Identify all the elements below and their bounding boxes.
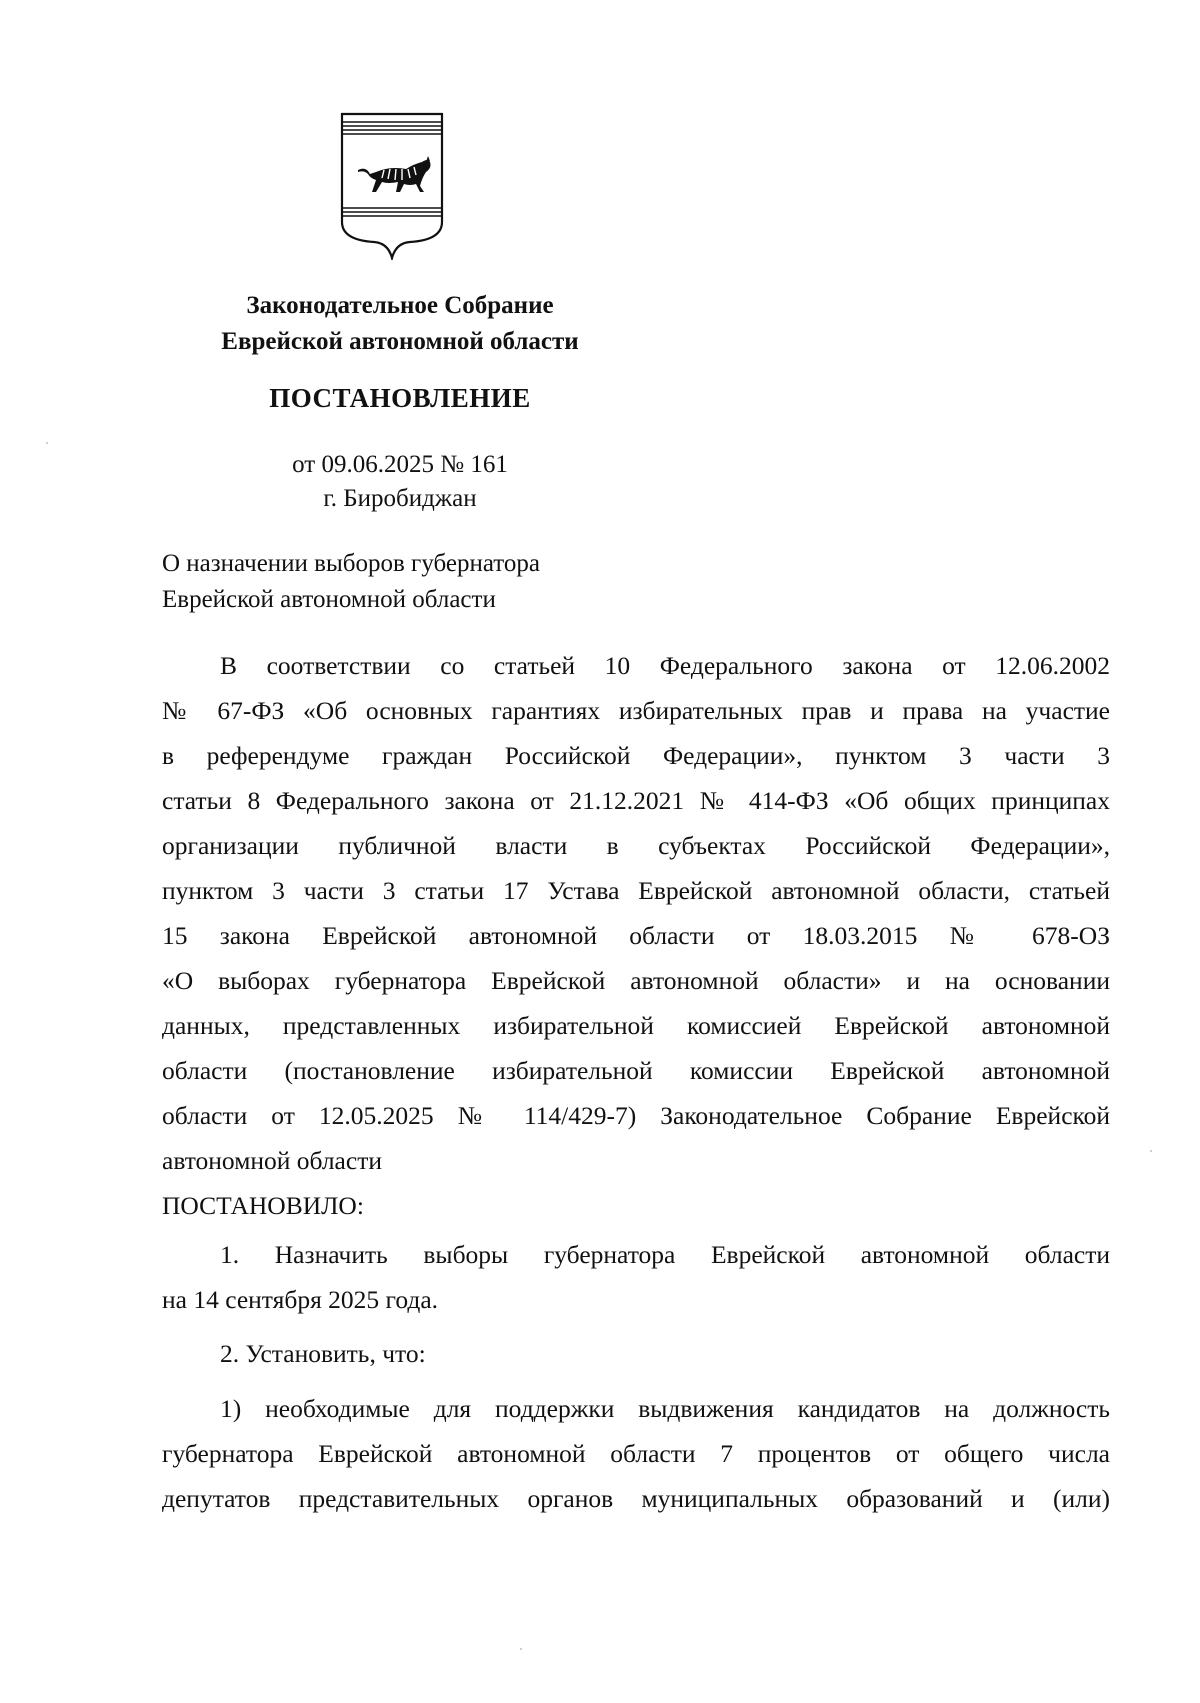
scan-speck (520, 1648, 522, 1650)
issuing-body (180, 288, 620, 360)
preamble-line: данных, представленных избирательной комиссией Еврейской автономной (162, 1011, 1110, 1040)
coat-of-arms-emblem (340, 112, 444, 260)
preamble-line: области (постановление избирательной комиссии Еврейской автономной (162, 1056, 1110, 1085)
resolved-heading: ПОСТАНОВИЛО: (162, 1191, 364, 1220)
preamble-line: «О выборах губернатора Еврейской автономной области» и на основании (162, 966, 1110, 995)
item-1-line: на 14 сентября 2025 года. (162, 1285, 439, 1314)
document-subject (162, 546, 682, 618)
preamble-line: в референдуме граждан Российской Федерации», пунктом 3 части 3 (162, 741, 1110, 770)
preamble-line: области от 12.05.2025 № 114/429-7) Законодательное Собрание Еврейской (162, 1101, 1110, 1130)
scan-speck (1150, 1150, 1152, 1152)
document-type-title: ПОСТАНОВЛЕНИЕ (269, 383, 531, 413)
preamble-line: пунктом 3 части 3 статьи 17 Устава Еврейской автономной области, статьей (162, 876, 1110, 905)
city: г. Биробиджан (323, 485, 477, 512)
item-2-heading: 2. Установить, что: (220, 1339, 426, 1368)
subject-line1: О назначении выборов губернатора (162, 550, 540, 577)
item-2-1-line: губернатора Еврейской автономной области 7 процентов от общего числа (162, 1439, 1110, 1468)
issuing-body-line1: Законодательное Собрание (246, 292, 554, 319)
preamble-line: 15 закона Еврейской автономной области от 18.03.2015 № 678-ОЗ (162, 921, 1110, 950)
item-2-1-line: 1) необходимые для поддержки выдвижения кандидатов на должность (220, 1394, 1110, 1423)
preamble-line: организации публичной власти в субъектах Российской Федерации», (162, 831, 1110, 860)
issuing-body-line2: Еврейской автономной области (221, 328, 579, 355)
preamble-line: В соответствии со статьей 10 Федерального закона от 12.06.2002 (220, 651, 1110, 680)
subject-line2: Еврейской автономной области (162, 586, 496, 613)
scan-speck (46, 442, 48, 444)
item-2-1-line: депутатов представительных органов муниципальных образований и (или) (162, 1484, 1110, 1513)
date-and-number: от 09.06.2025 № 161 (292, 451, 508, 478)
item-1-line: 1. Назначить выборы губернатора Еврейской автономной области (220, 1240, 1110, 1269)
preamble-line: статьи 8 Федерального закона от 21.12.2021 № 414-ФЗ «Об общих принципах (162, 786, 1110, 815)
preamble-line: автономной области (162, 1146, 382, 1175)
preamble-line: № 67-ФЗ «Об основных гарантиях избирательных прав и права на участие (162, 696, 1110, 725)
